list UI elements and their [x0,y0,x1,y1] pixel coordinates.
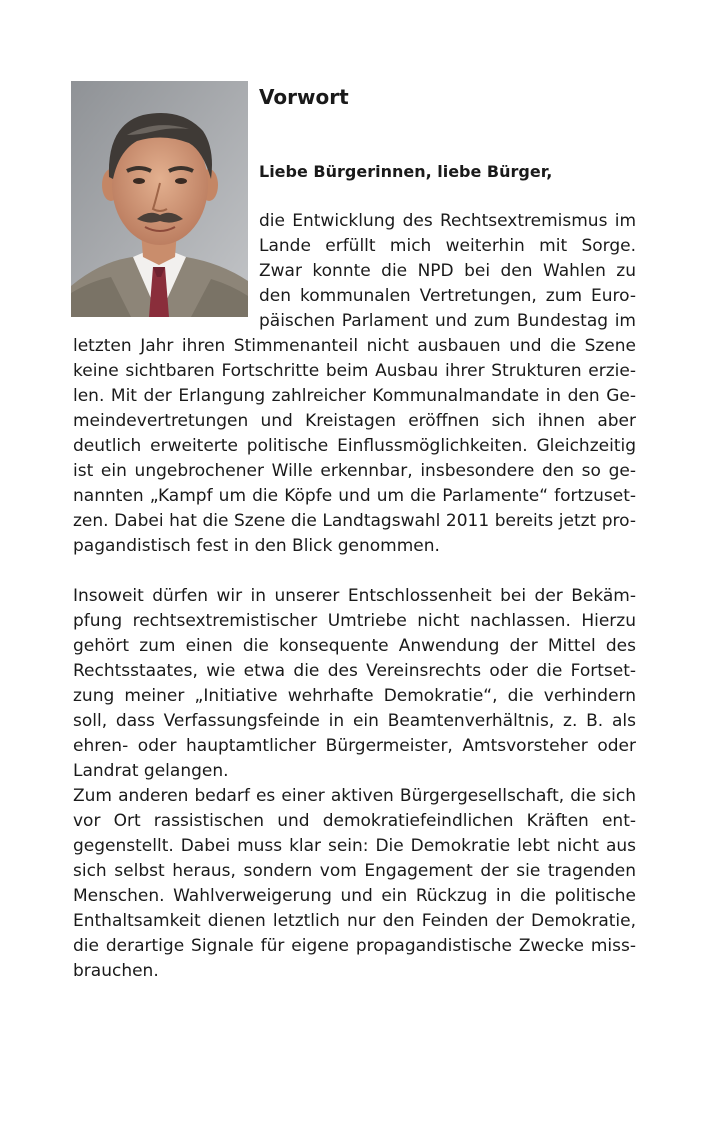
text-line: Rechtsstaates, wie etwa die des Vereinsrechts oder die Fortset- [73,661,636,681]
text-line: ist ein ungebrochener Wille erkennbar, insbesondere den so ge- [73,461,636,481]
text-line: nannten „Kampf um die Köpfe und um die Parlamente“ fortzuset- [73,486,636,506]
text-line: ehren- oder hauptamtlicher Bürgermeister, Amtsvorsteher oder [73,736,636,756]
text-line: Landrat gelangen. [73,761,229,781]
page-title: Vorwort [259,85,349,109]
text-line: meindevertretungen und Kreistagen eröffnen sich ihnen aber [73,411,636,431]
salutation: Liebe Bürgerinnen, liebe Bürger, [259,162,553,181]
text-line: Zum anderen bedarf es einer aktiven Bürgergesellschaft, die sich [73,786,636,806]
text-line: Lande erfüllt mich weiterhin mit Sorge. [259,236,636,256]
text-line: letzten Jahr ihren Stimmenanteil nicht ausbauen und die Szene [73,336,636,356]
text-line: den kommunalen Vertretungen, zum Euro- [259,286,636,306]
text-line: deutlich erweiterte politische Einflussmöglichkeiten. Gleichzeitig [73,436,636,456]
text-line: Insoweit dürfen wir in unserer Entschlossenheit bei der Bekäm- [73,586,636,606]
text-line: päischen Parlament und zum Bundestag im [259,311,636,331]
text-line: pfung rechtsextremistischer Umtriebe nicht nachlassen. Hierzu [73,611,636,631]
text-line: die derartige Signale für eigene propagandistische Zwecke miss- [73,936,636,956]
text-line: Zwar konnte die NPD bei den Wahlen zu [259,261,636,281]
text-line: Enthaltsamkeit dienen letztlich nur den Feinden der Demokratie, [73,911,636,931]
text-line: vor Ort rassistischen und demokratiefeindlichen Kräften ent- [73,811,636,831]
text-line: soll, dass Verfassungsfeinde in ein Beamtenverhältnis, z. B. als [73,711,636,731]
text-line: gehört zum einen die konsequente Anwendung der Mittel des [73,636,636,656]
text-line: keine sichtbaren Fortschritte beim Ausbau ihrer Strukturen erzie- [73,361,636,381]
text-line: len. Mit der Erlangung zahlreicher Kommunalmandate in den Ge- [73,386,636,406]
text-line: sich selbst heraus, sondern vom Engagement der sie tragenden [73,861,636,881]
text-line: zen. Dabei hat die Szene die Landtagswahl 2011 bereits jetzt pro- [73,511,636,531]
text-line: die Entwicklung des Rechtsextremismus im [259,211,636,231]
author-portrait [71,81,248,317]
text-line: Menschen. Wahlverweigerung und ein Rückzug in die politische [73,886,636,906]
text-line: zung meiner „Initiative wehrhafte Demokratie“, die verhindern [73,686,636,706]
text-line: gegenstellt. Dabei muss klar sein: Die Demokratie lebt nicht aus [73,836,636,856]
text-line: brauchen. [73,961,159,981]
text-line: pagandistisch fest in den Blick genommen. [73,536,440,556]
